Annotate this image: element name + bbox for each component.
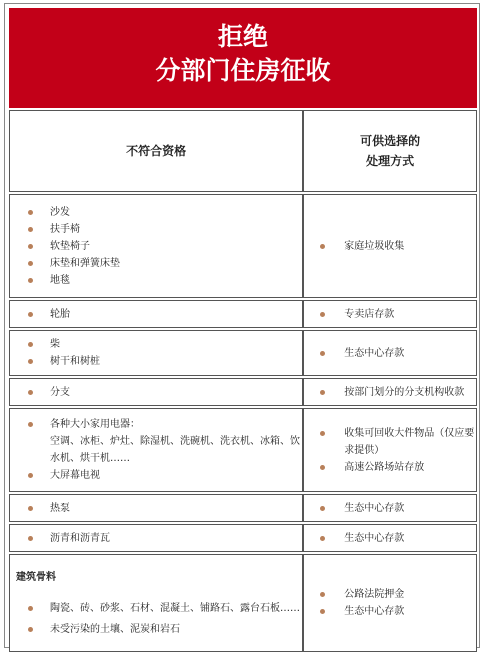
header-options-line-2: 处理方式 (366, 154, 415, 168)
options-cell (303, 300, 477, 328)
options-list (304, 500, 476, 517)
items-list (10, 384, 302, 401)
items-list (10, 204, 302, 289)
items-list (10, 467, 302, 484)
items-list (10, 306, 302, 323)
header-options (303, 110, 477, 192)
list-item: 大屏幕电视 (10, 467, 302, 484)
list-item: 树干和树桩 (10, 353, 302, 370)
list-item: 热泵 (10, 500, 302, 517)
items-list (10, 416, 302, 433)
option-item: 高速公路场站存放 (304, 459, 476, 476)
options-list (304, 586, 476, 620)
option-item: 收集可回收大件物品（仅应要求提供） (304, 425, 476, 459)
option-item: 生态中心存款 (304, 603, 476, 620)
options-cell (303, 378, 477, 406)
title-line-1: 拒绝 (217, 22, 268, 51)
options-cell (303, 408, 477, 492)
header-options-label (304, 131, 476, 171)
list-item: 轮胎 (10, 306, 302, 323)
list-item: 床垫和弹簧床垫 (10, 255, 302, 272)
items-cell (9, 408, 303, 492)
table-row (9, 378, 477, 406)
option-item: 专卖店存款 (304, 306, 476, 323)
items-list (10, 336, 302, 370)
list-item: 未受污染的土壤、泥炭和岩石 (10, 621, 302, 638)
list-item: 柴 (10, 336, 302, 353)
list-item: 沥青和沥青瓦 (10, 530, 302, 547)
title-banner (9, 8, 477, 108)
items-cell (9, 494, 303, 522)
document-frame (4, 3, 480, 648)
items-cell (9, 330, 303, 376)
option-item: 公路法院押金 (304, 586, 476, 603)
section-title: 建筑骨料 (16, 571, 56, 583)
options-cell (303, 330, 477, 376)
options-list (304, 530, 476, 547)
table-row (9, 554, 477, 652)
header-not-eligible (9, 110, 303, 192)
table-row (9, 194, 477, 298)
options-cell (303, 194, 477, 298)
table-row (9, 408, 477, 492)
eligibility-table (9, 110, 477, 652)
title-line-2: 分部门住房征收 (155, 56, 331, 85)
list-item: 软垫椅子 (10, 238, 302, 255)
items-cell (9, 194, 303, 298)
options-list (304, 238, 476, 255)
items-cell (9, 524, 303, 552)
list-item: 陶瓷、砖、砂浆、石材、混凝土、铺路石、露台石板…… (10, 600, 302, 617)
items-cell (9, 554, 303, 652)
table-header-row (9, 110, 477, 192)
items-cell (9, 300, 303, 328)
items-list (10, 500, 302, 517)
options-list (304, 384, 476, 401)
table-row (9, 330, 477, 376)
list-item: 分支 (10, 384, 302, 401)
options-cell (303, 494, 477, 522)
list-item: 各种大小家用电器： (10, 416, 302, 433)
table-row (9, 524, 477, 552)
items-list (10, 600, 302, 638)
options-list (304, 306, 476, 323)
items-list (10, 530, 302, 547)
table-row (9, 494, 477, 522)
options-list (304, 345, 476, 362)
table-row (9, 300, 477, 328)
list-item: 扶手椅 (10, 221, 302, 238)
option-item: 生态中心存款 (304, 345, 476, 362)
header-options-line-1: 可供选择的 (360, 134, 421, 148)
items-cell (9, 378, 303, 406)
option-item: 按部门划分的分支机构收款 (304, 384, 476, 401)
option-item: 家庭垃圾收集 (304, 238, 476, 255)
list-item: 地毯 (10, 272, 302, 289)
option-item: 生态中心存款 (304, 530, 476, 547)
header-not-eligible-label: 不符合资格 (126, 144, 187, 158)
list-item: 沙发 (10, 204, 302, 221)
appliance-examples: 空调、冰柜、炉灶、除湿机、洗碗机、洗衣机、冰箱、饮水机、烘干机…… (50, 436, 300, 464)
options-cell (303, 524, 477, 552)
option-item: 生态中心存款 (304, 500, 476, 517)
options-cell (303, 554, 477, 652)
options-list (304, 425, 476, 476)
